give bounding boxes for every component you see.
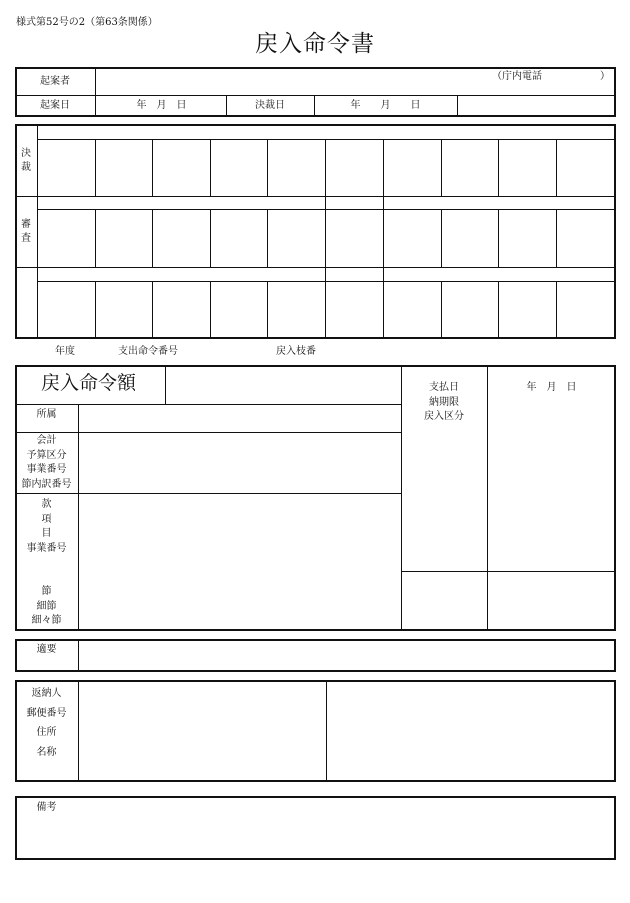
- divider: [78, 404, 79, 631]
- refund-amount-label: 戻入命令額: [41, 372, 137, 394]
- refund-amount-field[interactable]: [167, 367, 399, 403]
- payer-field-right[interactable]: [328, 682, 614, 780]
- divider: [325, 139, 326, 196]
- divider: [401, 571, 616, 572]
- divider: [267, 281, 268, 339]
- divider: [15, 404, 401, 405]
- payment-label-line: 納期限: [429, 396, 459, 408]
- phone-close: ）: [600, 71, 610, 82]
- payment-order-number-label: 支出命令番号: [118, 346, 178, 357]
- payment-label-line: 支払日: [429, 382, 459, 393]
- divider: [441, 139, 442, 196]
- decision-label: 決裁: [21, 148, 31, 173]
- account-label-line: 節内訳番号: [21, 478, 72, 490]
- divider: [210, 209, 211, 267]
- divider: [325, 209, 326, 267]
- page-title: 戻入命令書: [255, 31, 375, 57]
- payer-label-line: 返納人: [31, 688, 62, 699]
- approval-grid: [15, 124, 616, 339]
- decision-date-label: 決裁日: [255, 100, 285, 111]
- divider: [37, 124, 38, 339]
- divider: [556, 281, 557, 339]
- phone-label: （庁内電話: [492, 71, 542, 82]
- budget-label-line: 目: [41, 528, 52, 539]
- budget-label-line: 事業番号: [26, 542, 67, 554]
- divider: [383, 196, 384, 209]
- divider: [457, 95, 458, 117]
- divider: [487, 365, 488, 631]
- remarks-field[interactable]: [80, 798, 614, 858]
- divider: [441, 209, 442, 267]
- account-field[interactable]: [80, 434, 400, 492]
- summary-field[interactable]: [80, 641, 614, 670]
- decision-date-field[interactable]: 年 月 日: [350, 100, 421, 111]
- account-label-line: 会計: [36, 435, 57, 446]
- budget-label-line: 細々節: [31, 615, 62, 626]
- divider: [325, 196, 326, 209]
- budget-label-line: 細節: [36, 600, 57, 612]
- divider: [95, 281, 96, 339]
- refund-branch-number-label: 戻入枝番: [276, 346, 316, 357]
- extra-header-field[interactable]: [459, 97, 614, 115]
- divider: [78, 680, 79, 782]
- divider: [383, 139, 384, 196]
- remarks-label: 備考: [36, 802, 57, 813]
- divider: [165, 365, 166, 404]
- payment-label-line: 戻入区分: [424, 411, 464, 422]
- budget-label-line: 項: [41, 513, 52, 525]
- divider: [15, 493, 401, 494]
- divider: [152, 139, 153, 196]
- divider: [498, 281, 499, 339]
- divider: [78, 639, 79, 672]
- payer-label-line: 住所: [36, 727, 57, 738]
- divider: [441, 281, 442, 339]
- divider: [498, 139, 499, 196]
- payment-date-field[interactable]: 年 月 日: [526, 382, 577, 393]
- draft-date-field[interactable]: 年 月 日: [136, 100, 187, 111]
- divider: [326, 680, 327, 782]
- divider: [556, 139, 557, 196]
- divider: [152, 209, 153, 267]
- review-label: 審査: [21, 219, 31, 244]
- divider: [267, 139, 268, 196]
- divider: [210, 139, 211, 196]
- fiscal-year-label: 年度: [55, 346, 75, 357]
- budget-label-line: 款: [41, 499, 52, 510]
- phone-field[interactable]: [540, 69, 598, 87]
- divider: [152, 281, 153, 339]
- divider: [325, 281, 326, 339]
- draft-date-label: 起案日: [40, 100, 70, 111]
- divider: [210, 281, 211, 339]
- divider: [15, 267, 616, 268]
- divider: [383, 209, 384, 267]
- divider: [325, 267, 326, 281]
- divider: [37, 209, 616, 210]
- account-label-line: 事業番号: [26, 464, 67, 475]
- divider: [15, 95, 616, 96]
- budget-label-line: 節: [41, 586, 52, 597]
- payer-field[interactable]: [80, 682, 325, 780]
- divider: [15, 196, 616, 197]
- drafter-label: 起案者: [40, 76, 70, 87]
- payer-label: [15, 684, 78, 762]
- drafter-field[interactable]: [97, 69, 477, 94]
- department-field[interactable]: [80, 406, 400, 431]
- divider: [37, 281, 616, 282]
- budget-label-bottom: [15, 585, 78, 629]
- divider: [383, 267, 384, 281]
- payment-info-label: [401, 381, 487, 425]
- divider: [383, 281, 384, 339]
- form-reference: 様式第52号の2（第63条関係）: [16, 17, 158, 28]
- summary-label: 適要: [36, 644, 57, 655]
- divider: [498, 209, 499, 267]
- payer-label-line: 名称: [36, 746, 57, 758]
- payer-label-line: 郵便番号: [26, 707, 67, 719]
- payment-extra-field[interactable]: [489, 573, 614, 629]
- budget-field[interactable]: [80, 495, 400, 629]
- divider: [37, 139, 616, 140]
- divider: [556, 209, 557, 267]
- account-label: [15, 434, 78, 492]
- divider: [95, 67, 96, 117]
- department-label: 所属: [36, 409, 57, 420]
- payment-extra-field[interactable]: [403, 573, 486, 629]
- budget-label-top: [15, 498, 78, 556]
- account-label-line: 予算区分: [26, 449, 67, 461]
- divider: [95, 139, 96, 196]
- divider: [267, 209, 268, 267]
- divider: [95, 209, 96, 267]
- divider: [15, 432, 401, 433]
